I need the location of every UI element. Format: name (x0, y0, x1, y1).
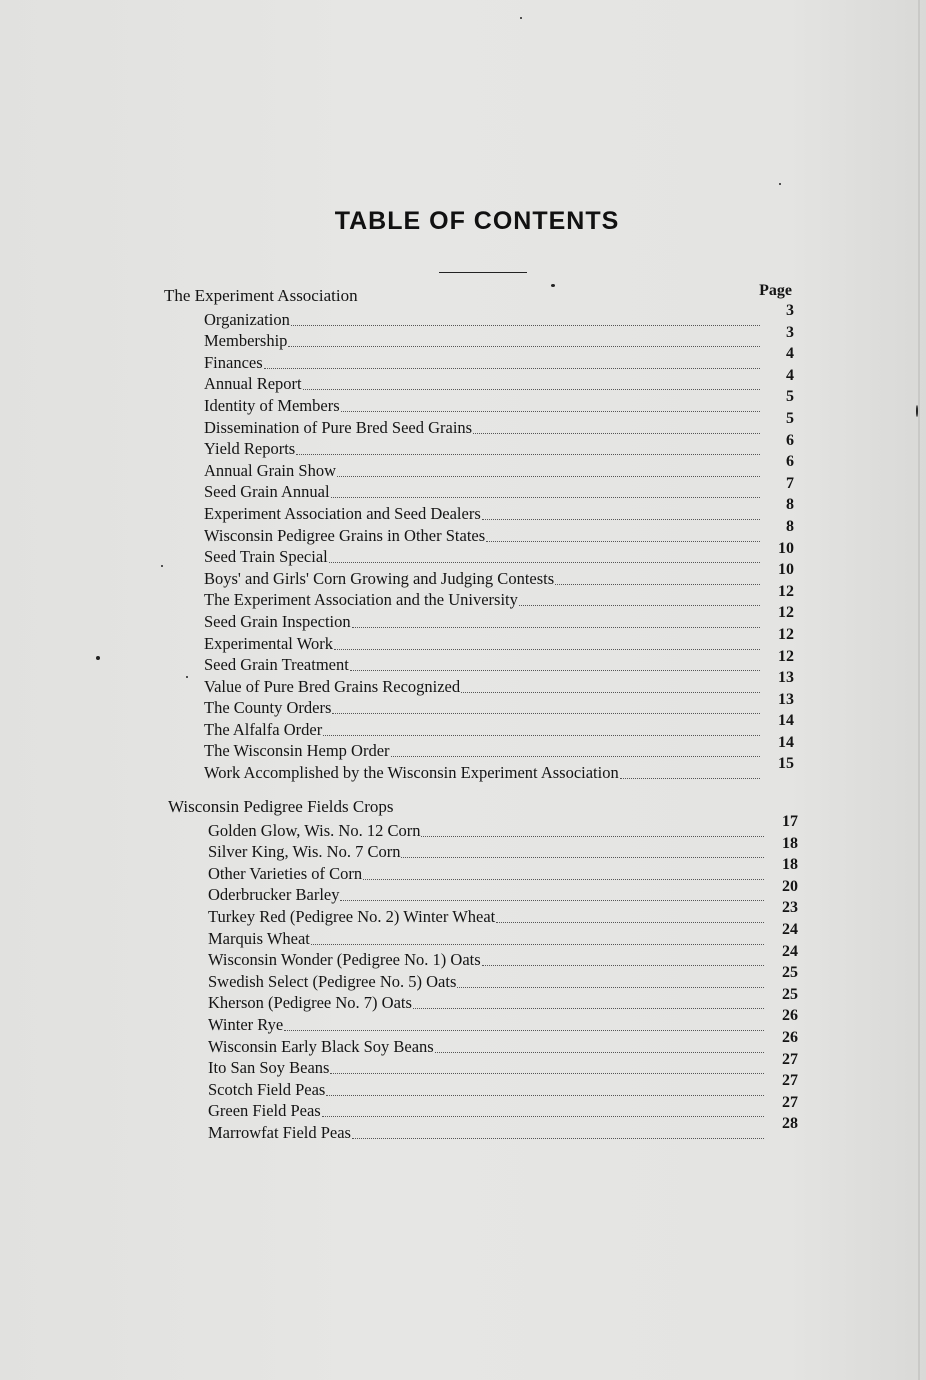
toc-entry-page-number: 5 (786, 409, 794, 427)
section-heading-row (168, 795, 808, 819)
toc-entry (208, 985, 808, 1014)
toc-entry (208, 1007, 808, 1035)
dot-leader (303, 389, 760, 390)
toc-entry-page-number: 25 (782, 985, 798, 1003)
toc-entry-title: Wisconsin Wonder (Pedigree No. 1) Oats (208, 950, 481, 970)
toc-entry-page-number: 7 (786, 474, 794, 492)
toc-entry (208, 856, 808, 884)
dot-leader (435, 1052, 764, 1053)
toc-entry-title: Experimental Work (204, 633, 333, 653)
dot-leader (296, 454, 760, 455)
toc-entry (208, 877, 808, 906)
toc-entry-title: Wisconsin Pedigree Grains in Other States (204, 525, 486, 545)
toc-entry (204, 453, 804, 481)
toc-entry-title: Experiment Association and Seed Dealers (204, 503, 481, 523)
toc-entry-page-number: 4 (786, 366, 794, 384)
toc-entry (208, 899, 808, 927)
dot-leader (461, 692, 760, 693)
page-title: TABLE OF CONTENTS (334, 207, 620, 235)
dot-leader (337, 476, 760, 477)
toc-entry-title: Oderbrucker Barley (208, 885, 340, 905)
toc-entry (204, 755, 804, 783)
toc-entry-page-number: 8 (786, 496, 794, 514)
toc-entry-page-number: 13 (778, 690, 794, 708)
toc-entry (204, 733, 804, 762)
toc-entry-title: Wisconsin Early Black Soy Beans (208, 1036, 434, 1056)
toc-entry (204, 388, 804, 416)
toc-entry (208, 834, 808, 863)
dot-leader (331, 497, 760, 498)
dot-leader (363, 879, 764, 880)
toc-entry-title: The Experiment Association and the University (204, 590, 518, 610)
toc-entry-title: Swedish Select (Pedigree No. 5) Oats (208, 971, 457, 991)
toc-entry (208, 813, 808, 841)
toc-entry-page-number: 6 (786, 431, 794, 449)
toc-entry-title: Marquis Wheat (208, 928, 310, 948)
dot-leader (326, 1095, 764, 1096)
dot-leader (482, 519, 760, 520)
toc-entry-page-number: 28 (782, 1115, 798, 1133)
toc-entry-title: Seed Train Special (204, 547, 328, 567)
dot-leader (311, 944, 764, 945)
scan-speck (779, 183, 781, 185)
toc-entry (204, 345, 804, 373)
toc-entry-title: Membership (204, 331, 288, 351)
dot-leader (341, 411, 760, 412)
dot-leader (334, 649, 760, 650)
toc-entry-page-number: 27 (782, 1072, 798, 1090)
dot-leader (473, 433, 760, 434)
toc-entry-title: Turkey Red (Pedigree No. 2) Winter Wheat (208, 906, 496, 926)
toc-entry-page-number: 20 (782, 877, 798, 895)
section-heading: The Experiment Association (164, 286, 358, 305)
toc-entry (204, 517, 804, 546)
toc-entry-page-number: 5 (786, 388, 794, 406)
toc-entry-page-number: 26 (782, 1028, 798, 1046)
title-divider (439, 272, 527, 273)
toc-entry-page-number: 12 (778, 625, 794, 643)
toc-entry (204, 604, 804, 632)
toc-entry (204, 561, 804, 589)
toc-entry-title: Winter Rye (208, 1014, 284, 1034)
toc-entry-title: Annual Report (204, 374, 302, 394)
dot-leader (496, 922, 764, 923)
dot-leader (264, 368, 760, 369)
toc-entry-page-number: 14 (778, 712, 794, 730)
toc-entry-title: Marrowfat Field Peas (208, 1122, 351, 1142)
toc-entry-title: Boys' and Girls' Corn Growing and Judging Contests (204, 568, 555, 588)
toc-entry (204, 712, 804, 740)
toc-entry (204, 496, 804, 524)
scan-speck (916, 405, 918, 417)
toc-entry (208, 1072, 808, 1100)
toc-entry-title: Value of Pure Bred Grains Recognized (204, 676, 461, 696)
dot-leader (284, 1030, 764, 1031)
toc-entry-page-number: 27 (782, 1050, 798, 1068)
toc-entry (204, 669, 804, 697)
toc-entry-title: Finances (204, 352, 263, 372)
dot-leader (340, 900, 764, 901)
toc-entry-page-number: 3 (786, 323, 794, 341)
toc-entry-title: Dissemination of Pure Bred Seed Grains (204, 417, 473, 437)
toc-section-experiment-association (164, 284, 804, 783)
dot-leader (329, 562, 760, 563)
toc-entry-page-number: 10 (778, 561, 794, 579)
toc-entry-title: Green Field Peas (208, 1101, 321, 1121)
toc-entry-page-number: 23 (782, 899, 798, 917)
dot-leader (332, 713, 760, 714)
dot-leader (391, 756, 760, 757)
toc-entry-title: Yield Reports (204, 439, 296, 459)
toc-entry-title: Silver King, Wis. No. 7 Corn (208, 842, 401, 862)
toc-entry-page-number: 10 (778, 539, 794, 557)
toc-entry-title: Identity of Members (204, 395, 340, 415)
scan-speck (551, 284, 555, 287)
toc-entry (204, 431, 804, 460)
toc-entry-title: Seed Grain Annual (204, 482, 330, 502)
toc-entry (208, 1028, 808, 1057)
dot-leader (413, 1008, 764, 1009)
toc-entry-title: Golden Glow, Wis. No. 12 Corn (208, 820, 421, 840)
toc-entry-title: Work Accomplished by the Wisconsin Experiment Association (204, 763, 619, 783)
toc-entry-title: Seed Grain Inspection (204, 611, 351, 631)
toc-entry-title: The Alfalfa Order (204, 719, 323, 739)
dot-leader (421, 836, 764, 837)
dot-leader (352, 627, 760, 628)
toc-entry-title: The County Orders (204, 698, 332, 718)
dot-leader (330, 1073, 764, 1074)
toc-entry (208, 964, 808, 992)
toc-entry (204, 625, 804, 654)
toc-entry-title: Seed Grain Treatment (204, 655, 349, 675)
toc-entry (208, 942, 808, 971)
toc-entry (204, 409, 804, 438)
dot-leader (486, 541, 760, 542)
toc-entry (204, 474, 804, 503)
toc-entry-page-number: 18 (782, 856, 798, 874)
scan-speck (161, 565, 163, 567)
toc-entry-page-number: 18 (782, 834, 798, 852)
dot-leader (352, 1138, 764, 1139)
toc-entry (204, 647, 804, 676)
page-column-label: Page (759, 282, 792, 299)
dot-leader (482, 965, 764, 966)
toc-entry-page-number: 15 (778, 755, 794, 773)
toc-entry-page-number: 25 (782, 964, 798, 982)
toc-entry-page-number: 12 (778, 582, 794, 600)
toc-entry-page-number: 3 (786, 302, 794, 319)
toc-entry-page-number: 12 (778, 647, 794, 665)
toc-entry-page-number: 27 (782, 1093, 798, 1111)
scan-speck (186, 676, 188, 678)
toc-entry (204, 302, 804, 330)
toc-entry (208, 920, 808, 949)
toc-entry-page-number: 8 (786, 517, 794, 535)
section-heading: Wisconsin Pedigree Fields Crops (168, 797, 394, 816)
toc-entry-page-number: 24 (782, 942, 798, 960)
toc-entry-title: Annual Grain Show (204, 460, 336, 480)
dot-leader (291, 325, 760, 326)
toc-entry (208, 1050, 808, 1079)
toc-entry-title: Other Varieties of Corn (208, 863, 363, 883)
toc-entry-page-number: 4 (786, 345, 794, 363)
scan-speck (96, 656, 100, 660)
toc-entry-page-number: 26 (782, 1007, 798, 1025)
dot-leader (555, 584, 760, 585)
toc-entry (204, 690, 804, 719)
dot-leader (323, 735, 760, 736)
toc-entry-title: Scotch Field Peas (208, 1079, 326, 1099)
toc-entry-title: Kherson (Pedigree No. 7) Oats (208, 993, 412, 1013)
toc-entry-page-number: 17 (782, 813, 798, 830)
toc-entry (204, 582, 804, 611)
toc-section-pedigree-field-crops (168, 795, 808, 1143)
dot-leader (322, 1116, 764, 1117)
toc-entry-page-number: 12 (778, 604, 794, 622)
dot-leader (401, 857, 764, 858)
dot-leader (350, 670, 760, 671)
toc-entry-page-number: 24 (782, 920, 798, 938)
toc-entry-page-number: 14 (778, 733, 794, 751)
toc-entry-title: Ito San Soy Beans (208, 1058, 330, 1078)
toc-entry-title: The Wisconsin Hemp Order (204, 741, 390, 761)
toc-entry-page-number: 6 (786, 453, 794, 471)
dot-leader (457, 987, 764, 988)
toc-entry-list (168, 813, 808, 1143)
toc-entry (204, 323, 804, 352)
section-heading-row (164, 284, 804, 308)
dot-leader (288, 346, 760, 347)
dot-leader (620, 778, 760, 779)
scan-speck (520, 17, 522, 19)
toc-entry-title: Organization (204, 309, 290, 329)
toc-entry (204, 539, 804, 568)
toc-entry (208, 1115, 808, 1143)
dot-leader (519, 605, 760, 606)
toc-entry-list (164, 302, 804, 783)
toc-entry (208, 1093, 808, 1122)
toc-entry-page-number: 13 (778, 669, 794, 687)
toc-entry (204, 366, 804, 395)
